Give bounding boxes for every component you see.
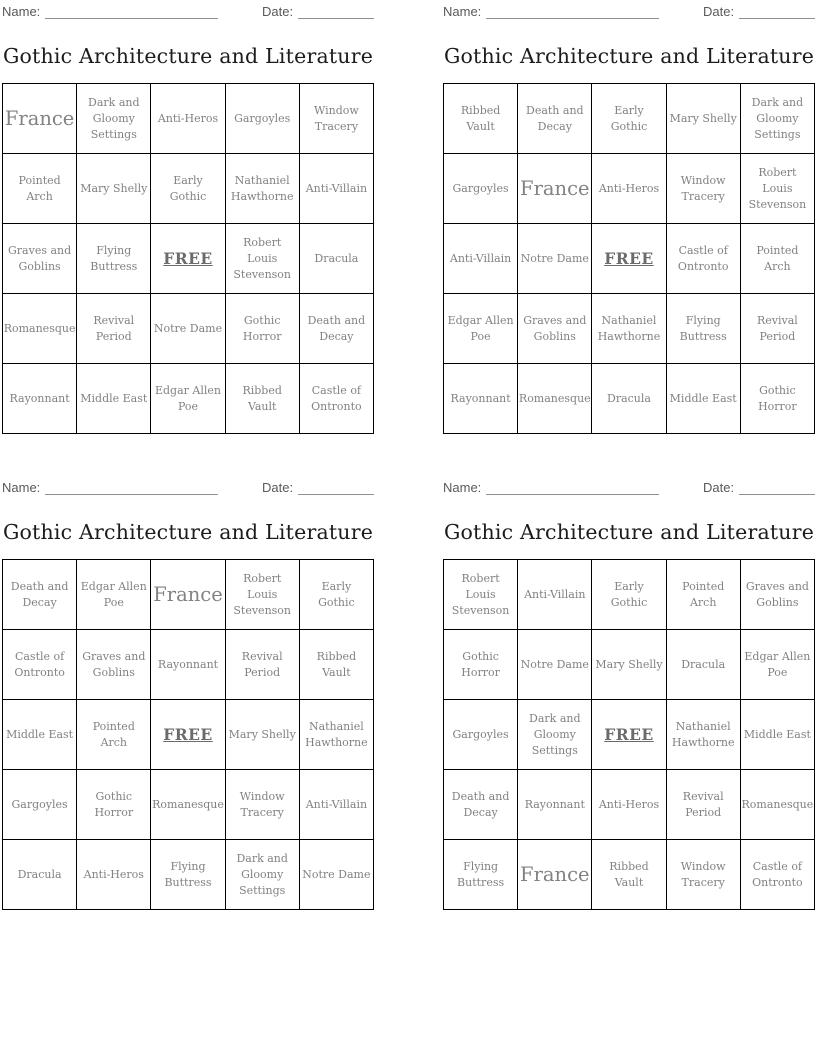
bingo-cell: Death and Decay — [300, 294, 373, 363]
name-field — [443, 480, 659, 495]
card-title: Gothic Architecture and Literature — [2, 520, 374, 544]
free-space-cell: FREE — [151, 700, 224, 769]
bingo-cell: Dracula — [3, 840, 76, 909]
date-label: Date: — [703, 4, 735, 19]
bingo-cell: France — [518, 840, 591, 909]
bingo-cell: Flying Buttress — [444, 840, 517, 909]
name-label: Name: — [2, 480, 41, 495]
bingo-card — [443, 480, 815, 910]
bingo-cell: Notre Dame — [518, 224, 591, 293]
bingo-cell: Dark and Gloomy Settings — [518, 700, 591, 769]
bingo-cell: Edgar Allen Poe — [444, 294, 517, 363]
bingo-cell: Gargoyles — [444, 154, 517, 223]
bingo-cell: Edgar Allen Poe — [77, 560, 150, 629]
bingo-cell: Dark and Gloomy Settings — [741, 84, 814, 153]
bingo-cell: Graves and Goblins — [3, 224, 76, 293]
name-label: Name: — [443, 480, 482, 495]
bingo-cell: Nathaniel Hawthorne — [667, 700, 740, 769]
bingo-cell: Pointed Arch — [667, 560, 740, 629]
name-blank-line — [486, 482, 659, 495]
bingo-cell: Gothic Horror — [226, 294, 299, 363]
bingo-card — [2, 4, 374, 434]
date-blank-line — [298, 6, 374, 19]
bingo-cell: Gargoyles — [3, 770, 76, 839]
bingo-cell: Castle of Ontronto — [300, 364, 373, 433]
bingo-cell: Castle of Ontronto — [741, 840, 814, 909]
name-date-row — [443, 4, 815, 19]
bingo-cell: Middle East — [667, 364, 740, 433]
bingo-cell: Window Tracery — [226, 770, 299, 839]
name-field — [2, 4, 218, 19]
card-title: Gothic Architecture and Literature — [443, 520, 815, 544]
bingo-cell: Anti-Villain — [444, 224, 517, 293]
date-field — [703, 4, 815, 19]
bingo-cell: Dark and Gloomy Settings — [226, 840, 299, 909]
card-title: Gothic Architecture and Literature — [2, 44, 374, 68]
bingo-cell: Early Gothic — [300, 560, 373, 629]
bingo-cell: Anti-Heros — [151, 84, 224, 153]
bingo-cell: Anti-Heros — [77, 840, 150, 909]
bingo-cell: Anti-Heros — [592, 154, 665, 223]
card-title: Gothic Architecture and Literature — [443, 44, 815, 68]
date-field — [703, 480, 815, 495]
name-label: Name: — [443, 4, 482, 19]
date-blank-line — [298, 482, 374, 495]
bingo-cell: Flying Buttress — [667, 294, 740, 363]
bingo-cell: Robert Louis Stevenson — [444, 560, 517, 629]
bingo-cell: Nathaniel Hawthorne — [592, 294, 665, 363]
bingo-cell: Revival Period — [77, 294, 150, 363]
bingo-cell: Anti-Villain — [300, 770, 373, 839]
bingo-cell: Graves and Goblins — [518, 294, 591, 363]
bingo-cell: Mary Shelly — [667, 84, 740, 153]
bingo-grid — [443, 83, 815, 434]
bingo-cell: Notre Dame — [518, 630, 591, 699]
bingo-cell: Dracula — [300, 224, 373, 293]
bingo-cell: Notre Dame — [151, 294, 224, 363]
bingo-cell: Middle East — [3, 700, 76, 769]
bingo-cell: Ribbed Vault — [444, 84, 517, 153]
bingo-cell: Gargoyles — [444, 700, 517, 769]
bingo-cell: France — [151, 560, 224, 629]
bingo-cell: Ribbed Vault — [300, 630, 373, 699]
bingo-cell: Early Gothic — [151, 154, 224, 223]
bingo-card — [443, 4, 815, 434]
date-blank-line — [739, 482, 815, 495]
free-space-cell: FREE — [592, 700, 665, 769]
bingo-cell: Gothic Horror — [741, 364, 814, 433]
bingo-cell: Death and Decay — [444, 770, 517, 839]
bingo-cell: Pointed Arch — [741, 224, 814, 293]
bingo-grid — [2, 83, 374, 434]
bingo-cell: Romanesque — [3, 294, 76, 363]
date-blank-line — [739, 6, 815, 19]
bingo-cell: Graves and Goblins — [741, 560, 814, 629]
bingo-cell: Window Tracery — [667, 154, 740, 223]
name-field — [2, 480, 218, 495]
bingo-cell: Anti-Heros — [592, 770, 665, 839]
bingo-cell: Revival Period — [667, 770, 740, 839]
bingo-cell: Robert Louis Stevenson — [226, 224, 299, 293]
free-space-cell: FREE — [151, 224, 224, 293]
bingo-cell: Rayonnant — [518, 770, 591, 839]
bingo-cell: Nathaniel Hawthorne — [300, 700, 373, 769]
bingo-cell: Anti-Villain — [518, 560, 591, 629]
name-blank-line — [45, 482, 218, 495]
bingo-cell: Gothic Horror — [77, 770, 150, 839]
bingo-cell: Edgar Allen Poe — [741, 630, 814, 699]
bingo-cell: Robert Louis Stevenson — [226, 560, 299, 629]
bingo-cell: Early Gothic — [592, 84, 665, 153]
bingo-grid — [443, 559, 815, 910]
bingo-cell: Gargoyles — [226, 84, 299, 153]
bingo-cell: Middle East — [77, 364, 150, 433]
bingo-cards-container — [2, 4, 815, 910]
date-label: Date: — [703, 480, 735, 495]
bingo-cell: Pointed Arch — [3, 154, 76, 223]
bingo-cell: Rayonnant — [3, 364, 76, 433]
bingo-cell: Dracula — [592, 364, 665, 433]
date-label: Date: — [262, 480, 294, 495]
free-space-cell: FREE — [592, 224, 665, 293]
bingo-cell: Death and Decay — [518, 84, 591, 153]
bingo-cell: France — [518, 154, 591, 223]
bingo-cell: Revival Period — [741, 294, 814, 363]
bingo-cell: Rayonnant — [444, 364, 517, 433]
name-date-row — [2, 4, 374, 19]
bingo-card — [2, 480, 374, 910]
bingo-cell: Romanesque — [151, 770, 224, 839]
bingo-cell: Flying Buttress — [77, 224, 150, 293]
bingo-cell: Gothic Horror — [444, 630, 517, 699]
bingo-cell: Window Tracery — [300, 84, 373, 153]
bingo-cell: Nathaniel Hawthorne — [226, 154, 299, 223]
bingo-cell: Rayonnant — [151, 630, 224, 699]
bingo-cell: Castle of Ontronto — [667, 224, 740, 293]
bingo-cell: Romanesque — [518, 364, 591, 433]
date-label: Date: — [262, 4, 294, 19]
name-label: Name: — [2, 4, 41, 19]
bingo-cell: Mary Shelly — [226, 700, 299, 769]
bingo-cell: Flying Buttress — [151, 840, 224, 909]
bingo-cell: Dark and Gloomy Settings — [77, 84, 150, 153]
bingo-cell: Middle East — [741, 700, 814, 769]
bingo-cell: Romanesque — [741, 770, 814, 839]
name-blank-line — [486, 6, 659, 19]
bingo-cell: Death and Decay — [3, 560, 76, 629]
name-date-row — [443, 480, 815, 495]
name-blank-line — [45, 6, 218, 19]
bingo-cell: Dracula — [667, 630, 740, 699]
bingo-cell: Anti-Villain — [300, 154, 373, 223]
bingo-cell: Window Tracery — [667, 840, 740, 909]
bingo-cell: Pointed Arch — [77, 700, 150, 769]
bingo-cell: Ribbed Vault — [592, 840, 665, 909]
bingo-cell: Mary Shelly — [77, 154, 150, 223]
bingo-cell: Castle of Ontronto — [3, 630, 76, 699]
bingo-cell: Notre Dame — [300, 840, 373, 909]
date-field — [262, 4, 374, 19]
bingo-cell: Early Gothic — [592, 560, 665, 629]
bingo-cell: Mary Shelly — [592, 630, 665, 699]
date-field — [262, 480, 374, 495]
bingo-cell: Graves and Goblins — [77, 630, 150, 699]
bingo-cell: France — [3, 84, 76, 153]
bingo-cell: Ribbed Vault — [226, 364, 299, 433]
name-date-row — [2, 480, 374, 495]
name-field — [443, 4, 659, 19]
bingo-cell: Edgar Allen Poe — [151, 364, 224, 433]
bingo-cell: Revival Period — [226, 630, 299, 699]
bingo-grid — [2, 559, 374, 910]
bingo-cell: Robert Louis Stevenson — [741, 154, 814, 223]
